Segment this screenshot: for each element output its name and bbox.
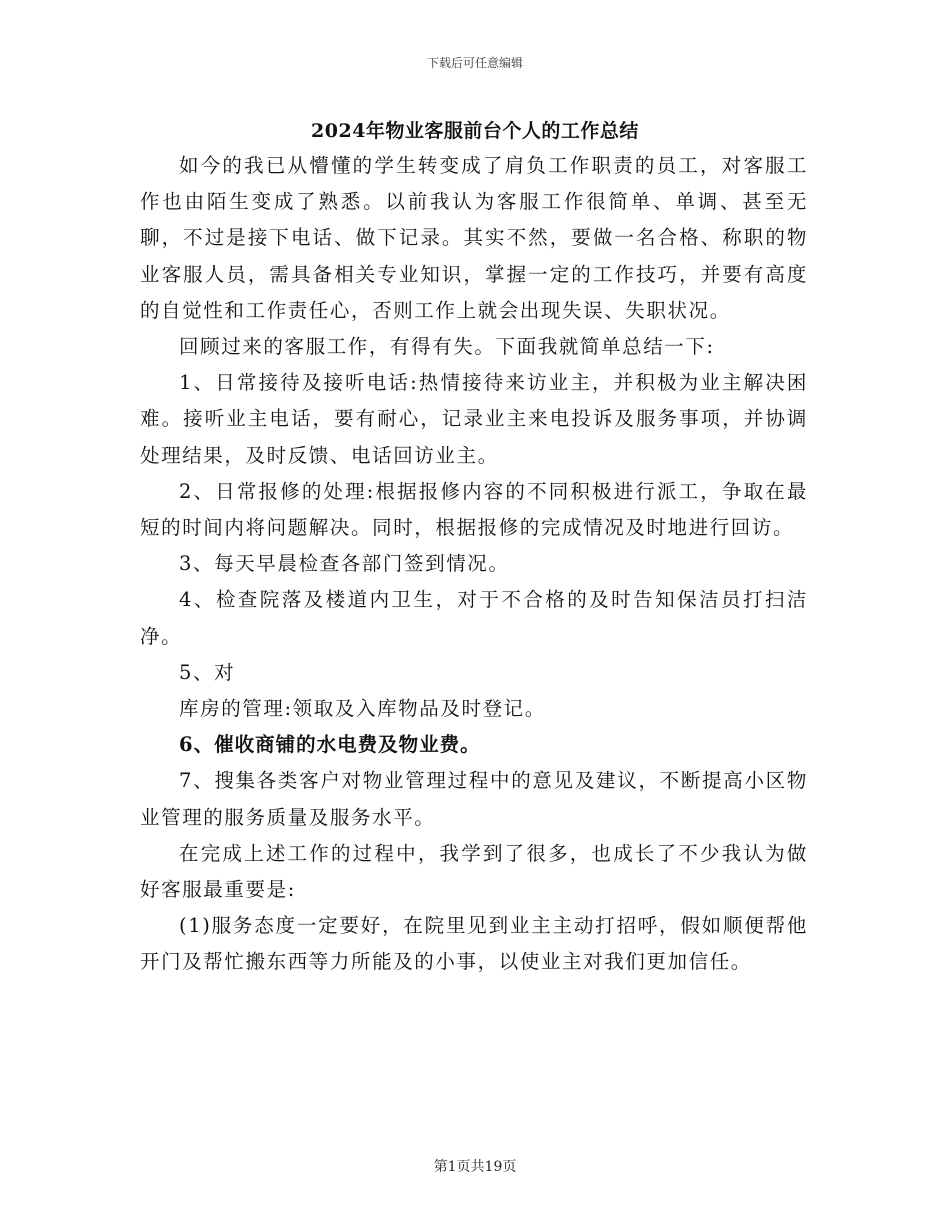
paragraph-item-1: 1、日常接待及接听电话:热情接待来访业主，并积极为业主解决困难。接听业主电话，要有耐心，记录业主来电投诉及服务事项，并协调处理结果，及时反馈、电话回访业主。 (140, 371, 808, 467)
header-note: 下载后可任意编辑 (426, 56, 523, 70)
document-title: 2024年物业客服前台个人的工作总结 (311, 120, 639, 142)
paragraph-review: 回顾过来的客服工作，有得有失。下面我就简单总结一下: (179, 335, 715, 359)
paragraph-item-5-cont: 库房的管理:领取及入库物品及时登记。 (179, 697, 546, 721)
paragraph-item-4: 4、检查院落及楼道内卫生，对于不合格的及时告知保洁员打扫洁净。 (140, 588, 808, 648)
paragraph-lessons: 在完成上述工作的过程中，我学到了很多，也成长了不少我认为做好客服最重要是: (140, 841, 808, 902)
paragraph-item-3: 3、每天早晨检查各部门签到情况。 (179, 552, 510, 576)
paragraph-item-5-start: 5、对 (179, 660, 236, 684)
paragraph-intro: 如今的我已从懵懂的学生转变成了肩负工作职责的员工，对客服工作也由陌生变成了熟悉。以前我认为客服工作很简单、单调、甚至无聊，不过是接下电话、做下记录。其实不然，要做一名合格、称职的物业客服人员，需具备相关专业知识，掌握一定的工作技巧，并要有高度的自觉性和工作责任心，否则工作上就会出现失误、失职状况。 (140, 154, 808, 322)
page-footer: 第1页共19页 (433, 1159, 517, 1175)
paragraph-item-6: 6、催收商铺的水电费及物业费。 (179, 733, 481, 757)
document-body (140, 148, 808, 981)
paragraph-item-7: 7、搜集各类客户对物业管理过程中的意见及建议，不断提高小区物业管理的服务质量及服务水平。 (140, 769, 808, 829)
paragraph-point-1: (1)服务态度一定要好，在院里见到业主主动打招呼，假如顺便帮他开门及帮忙搬东西等力所能及的小事，以使业主对我们更加信任。 (140, 914, 808, 974)
paragraph-item-2: 2、日常报修的处理:根据报修内容的不同积极进行派工，争取在最短的时间内将问题解决。同时，根据报修的完成情况及时地进行回访。 (140, 479, 808, 540)
